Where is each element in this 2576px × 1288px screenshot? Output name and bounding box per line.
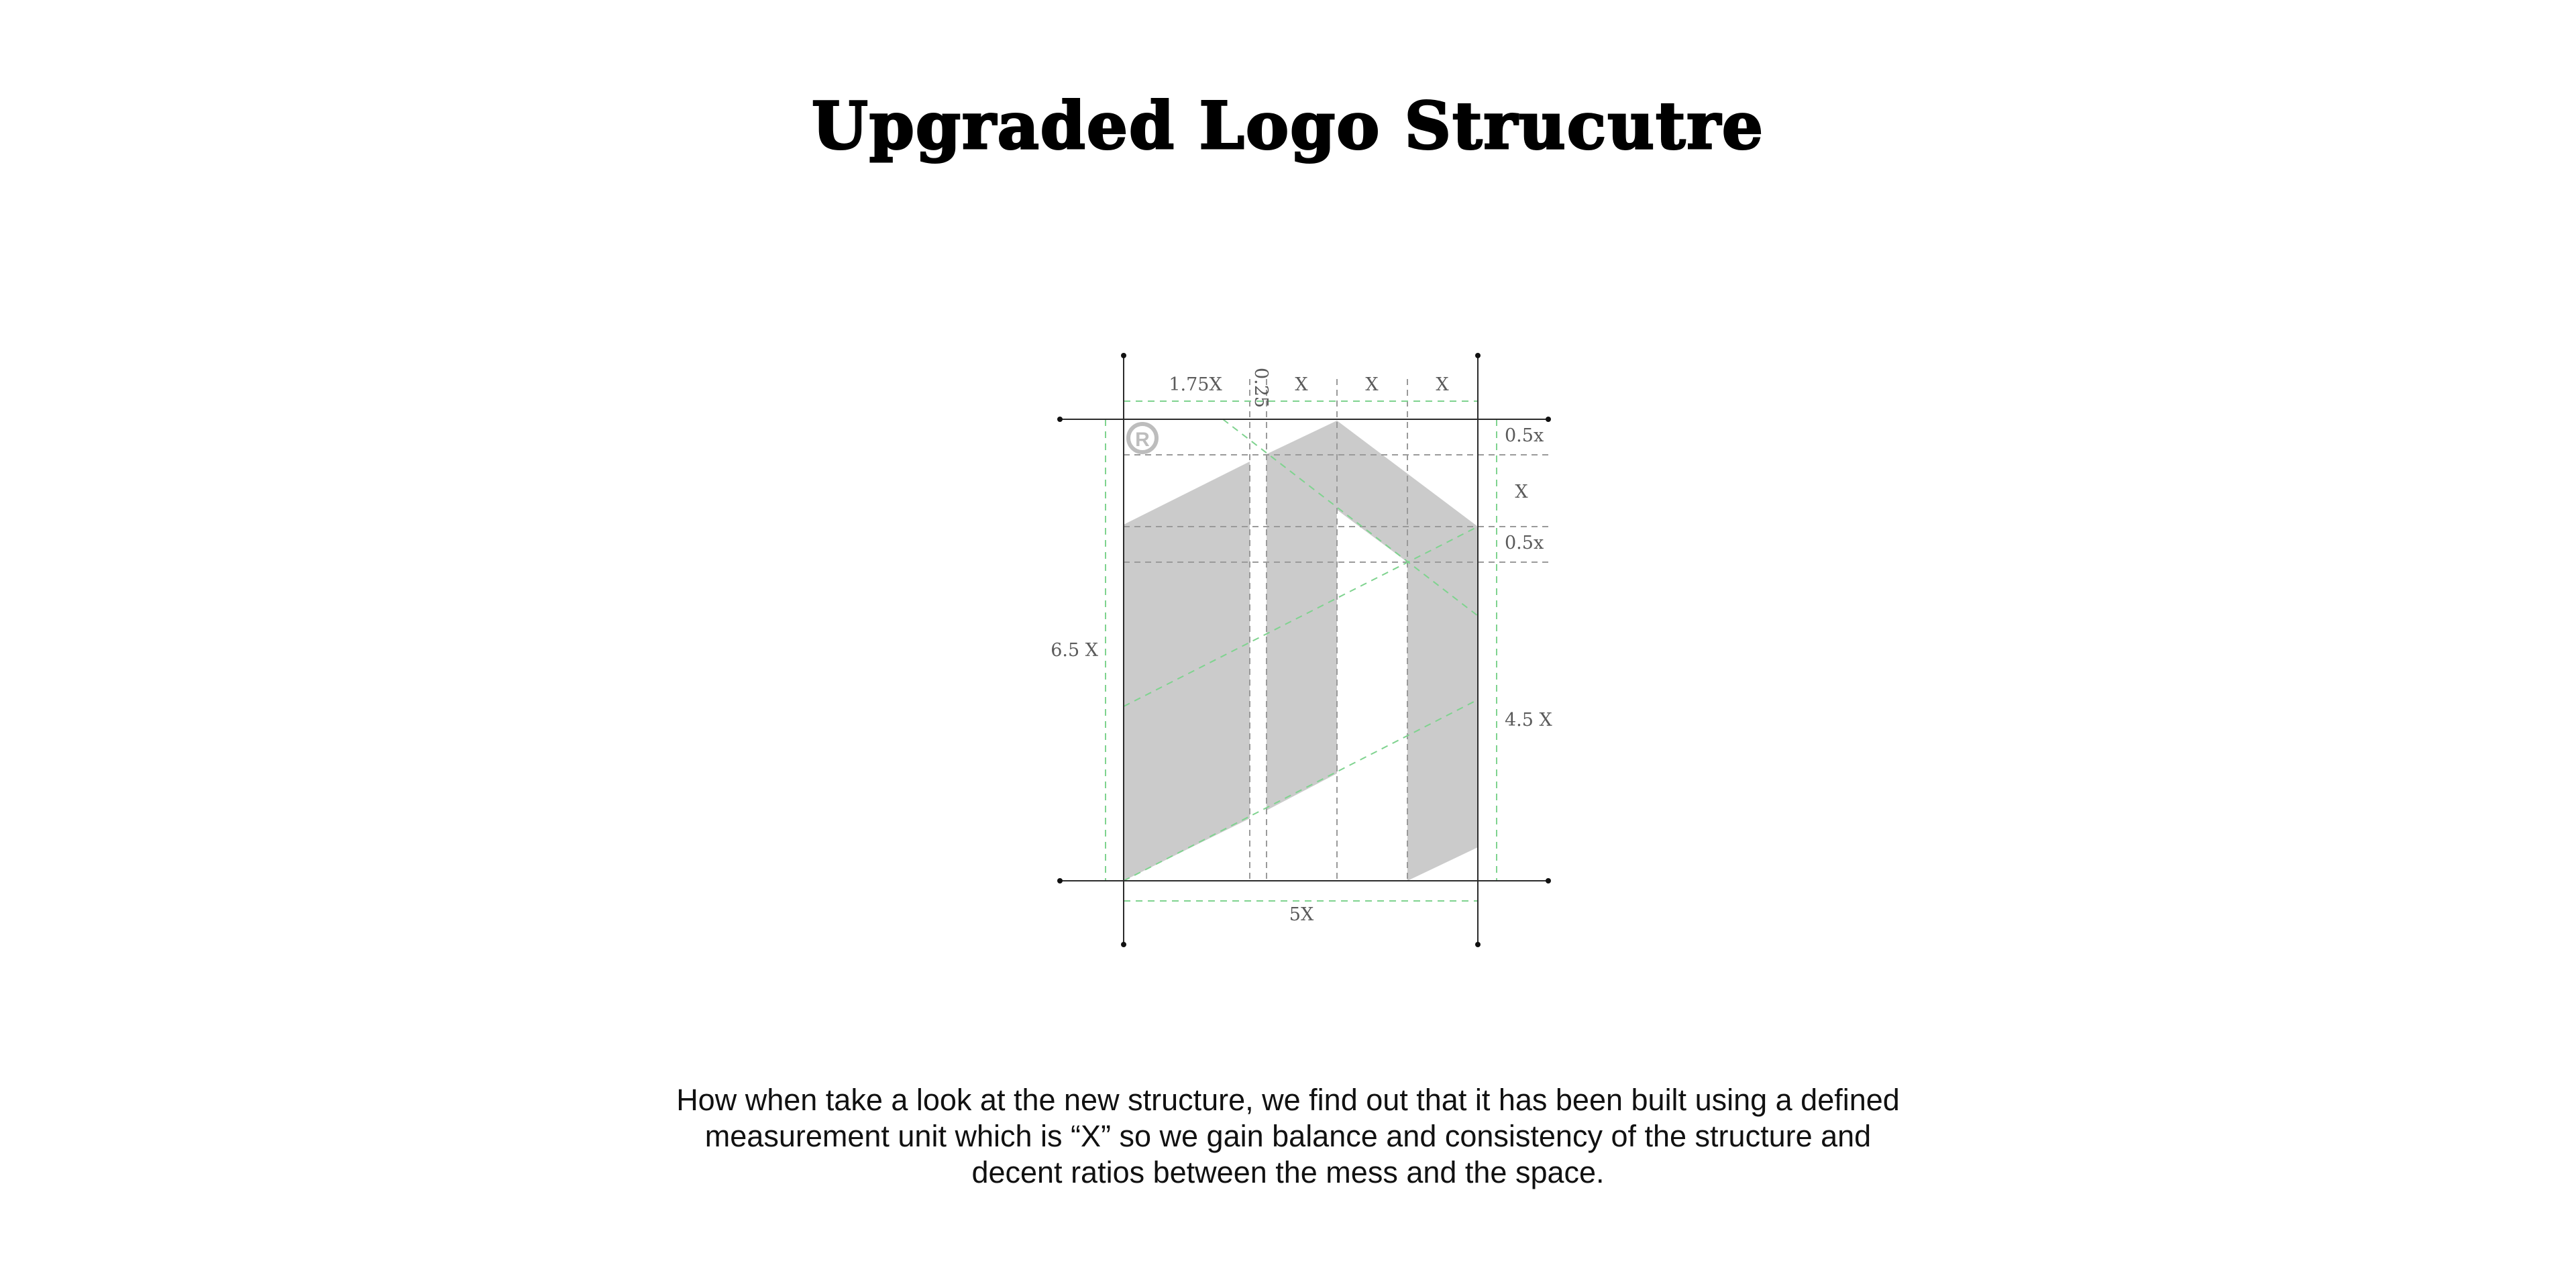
label-top-x-1: X — [1295, 374, 1308, 395]
logo-shapes — [1124, 421, 1478, 881]
registered-mark-letter: R — [1135, 429, 1150, 451]
label-left-6-5x: 6.5 X — [1051, 640, 1098, 661]
label-top-gap: 0.25 — [1250, 367, 1271, 409]
label-bottom-5x: 5X — [1289, 904, 1314, 925]
label-right-0-5x-top: 0.5x — [1505, 425, 1544, 446]
label-right-x: X — [1515, 482, 1528, 502]
logo-middle-bar — [1267, 421, 1337, 810]
label-top-x-3: X — [1436, 374, 1449, 395]
registered-mark — [1128, 424, 1157, 452]
logo-left-bar — [1124, 462, 1250, 881]
logo-right-bar — [1407, 527, 1478, 881]
page-title: Upgraded Logo Strucutre — [812, 88, 1764, 164]
label-right-0-5x-lower: 0.5x — [1505, 533, 1544, 553]
description-text: How when take a look at the new structure, we find out that it has been built using a defined measurement unit which is “X” so we gain balance and consistency of the structure and decent ratios between the mess and the space. — [676, 1083, 1900, 1189]
label-top-x-2: X — [1365, 374, 1379, 395]
label-right-4-5x: 4.5 X — [1505, 710, 1552, 731]
label-top-1-75x: 1.75X — [1169, 374, 1222, 395]
